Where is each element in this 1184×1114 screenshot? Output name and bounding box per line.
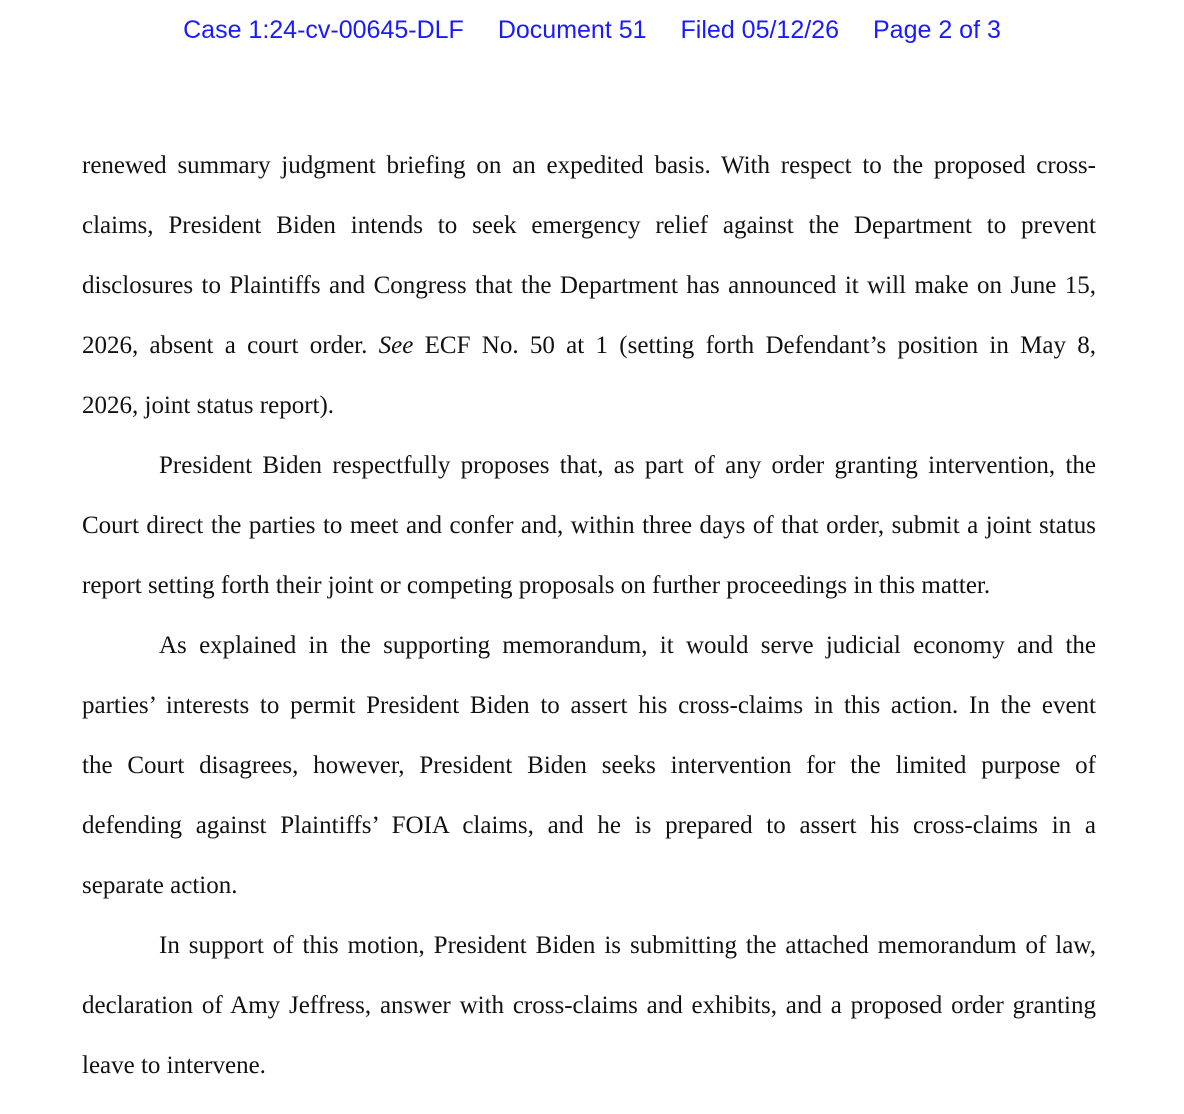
text-line: leave to intervene. (82, 1052, 266, 1079)
text-segment: ECF No. 50 at 1 (setting forth Defendant’s position in May 8, (413, 332, 1097, 359)
filed-date: Filed 05/12/26 (680, 16, 839, 44)
text-line: claims, President Biden intends to seek emergency relief against the Department to prevent (82, 212, 1096, 239)
paragraph (82, 616, 1096, 916)
text-line: President Biden respectfully proposes that, as part of any order granting intervention, the (159, 452, 1096, 479)
text-line: Court direct the parties to meet and confer and, within three days of that order, submit a joint status (82, 512, 1096, 539)
text-line: 2026, joint status report). (82, 392, 335, 419)
text-line: In support of this motion, President Biden is submitting the attached memorandum of law, (159, 932, 1096, 959)
text-line: parties’ interests to permit President Biden to assert his cross-claims in this action. In the event (82, 692, 1096, 719)
document-body (82, 136, 1096, 1096)
text-line: declaration of Amy Jeffress, answer with cross-claims and exhibits, and a proposed order granting (82, 992, 1096, 1019)
page-indicator: Page 2 of 3 (872, 16, 1001, 44)
paragraph (82, 916, 1096, 1096)
paragraph (82, 136, 1096, 436)
document-number: Document 51 (497, 16, 647, 44)
text-line (82, 316, 1096, 376)
ecf-header (0, 16, 1184, 45)
text-line: defending against Plaintiffs’ FOIA claims, and he is prepared to assert his cross-claims in a (82, 812, 1096, 839)
case-number: Case 1:24-cv-00645-DLF (183, 16, 464, 44)
text-line: renewed summary judgment briefing on an expedited basis. With respect to the proposed cross- (82, 152, 1096, 179)
paragraph (82, 436, 1096, 616)
text-line: report setting forth their joint or competing proposals on further proceedings in this matter. (82, 572, 991, 599)
text-line: the Court disagrees, however, President Biden seeks intervention for the limited purpose of (82, 752, 1096, 779)
text-segment: 2026, absent a court order. (82, 332, 379, 359)
text-line: As explained in the supporting memorandum, it would serve judicial economy and the (159, 632, 1096, 659)
citation-signal: See (378, 332, 414, 359)
text-line: disclosures to Plaintiffs and Congress that the Department has announced it will make on June 15, (82, 272, 1096, 299)
text-line: separate action. (82, 872, 238, 899)
